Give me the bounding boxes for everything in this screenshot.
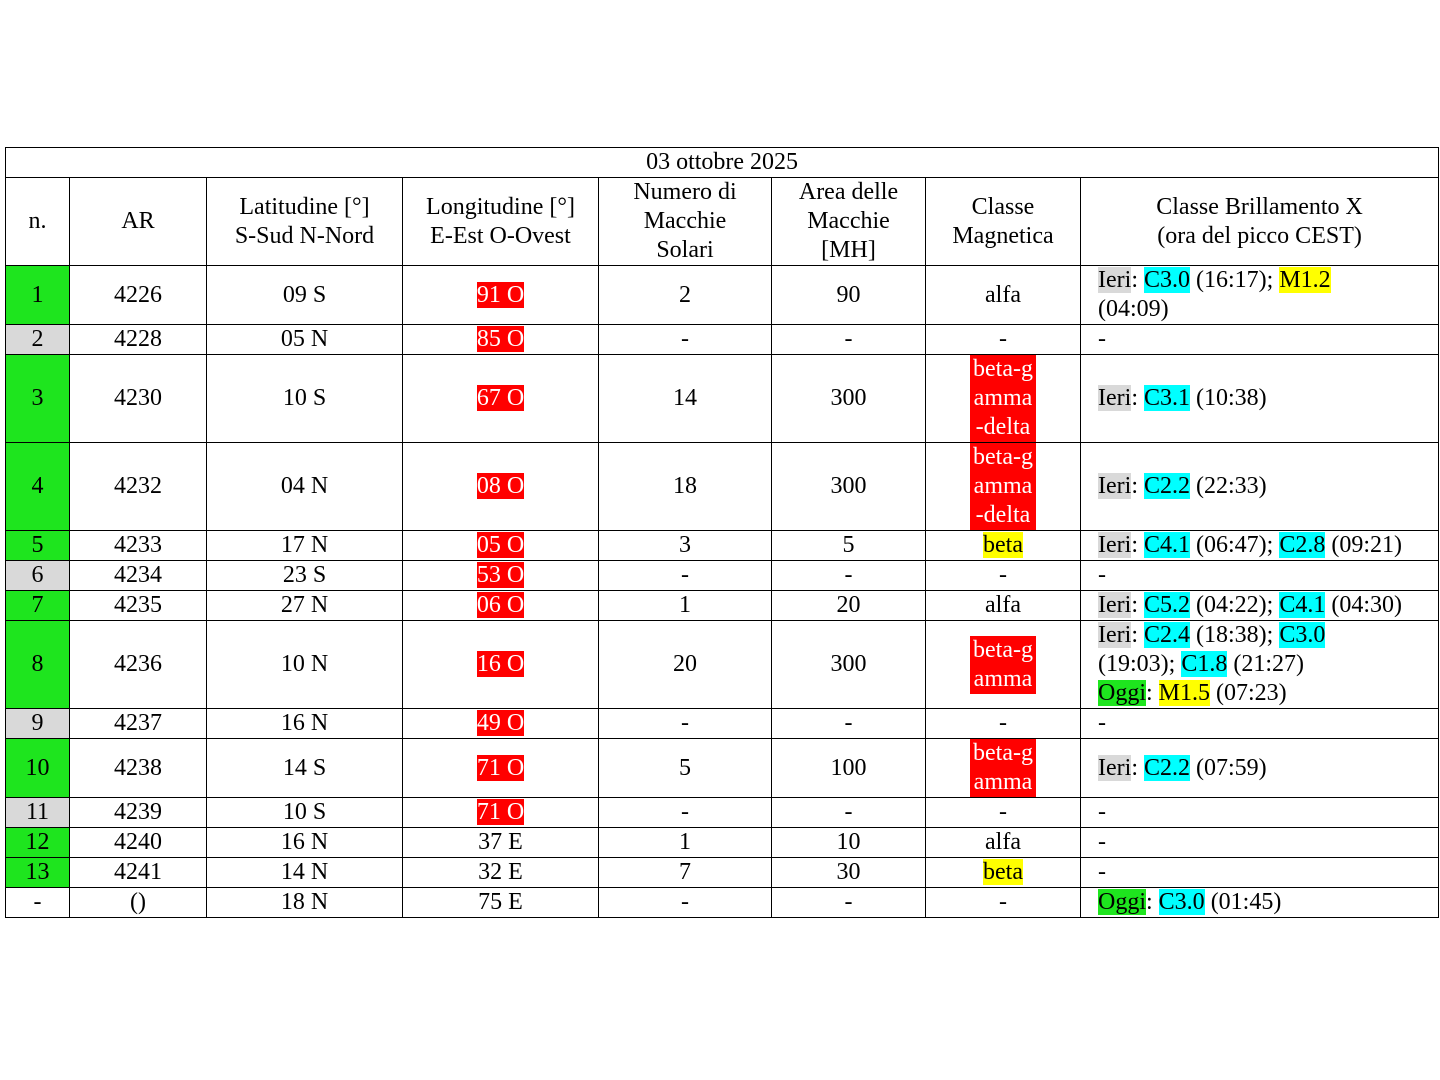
table-row	[6, 443, 1439, 531]
flare-segment: Ieri	[1098, 532, 1132, 558]
magnetic-class	[926, 561, 1081, 591]
flare-segment: C2.2	[1143, 473, 1190, 499]
flare-events	[1081, 355, 1439, 443]
row-number: 8	[6, 621, 70, 709]
flare-segment: Ieri	[1098, 754, 1132, 781]
longitude	[403, 858, 599, 888]
latitude: 10 N	[207, 621, 403, 709]
flare-segment: (07:23)	[1210, 680, 1287, 706]
flare-segment: -	[1098, 829, 1106, 855]
flare-events	[1081, 621, 1439, 709]
latitude: 10 S	[207, 355, 403, 443]
table-row	[6, 828, 1439, 858]
sunspot-area: 20	[772, 591, 926, 621]
longitude-value: 75 E	[478, 889, 523, 915]
magnetic-class	[926, 325, 1081, 355]
longitude-value: 67 O	[476, 385, 525, 411]
flare-segment: :	[1131, 267, 1144, 293]
flare-segment: Oggi	[1098, 889, 1146, 915]
longitude	[403, 828, 599, 858]
magnetic-class	[926, 739, 1081, 798]
flare-segment: (04:30)	[1325, 592, 1402, 618]
magnetic-class	[926, 709, 1081, 739]
header-sunspot-count: Numero di Macchie Solari	[599, 178, 772, 266]
flare-segment: C3.0	[1158, 889, 1205, 915]
row-number: 6	[6, 561, 70, 591]
row-number: 9	[6, 709, 70, 739]
active-region: 4238	[70, 739, 207, 798]
magnetic-class	[926, 591, 1081, 621]
sunspot-area: 90	[772, 266, 926, 325]
flare-segment: (01:45)	[1204, 889, 1282, 915]
magnetic-class	[926, 828, 1081, 858]
sunspot-count: 20	[599, 621, 772, 709]
flare-segment: Ieri	[1098, 592, 1132, 618]
magnetic-class	[926, 355, 1081, 443]
longitude-value: 49 O	[476, 710, 525, 736]
magnetic-class-value: alfa	[985, 829, 1021, 855]
magnetic-class-value: -	[999, 710, 1007, 736]
row-number: 2	[6, 325, 70, 355]
flare-segment: C3.0	[1143, 267, 1190, 293]
longitude	[403, 888, 599, 918]
flare-segment: (06:47);	[1190, 532, 1280, 558]
flare-segment: (04:09)	[1098, 296, 1169, 322]
flare-segment: (19:03);	[1098, 651, 1182, 677]
table-row	[6, 709, 1439, 739]
flare-segment: Ieri	[1098, 267, 1132, 293]
table-row	[6, 561, 1439, 591]
flare-segment: :	[1131, 622, 1144, 648]
longitude	[403, 798, 599, 828]
row-number: -	[6, 888, 70, 918]
magnetic-class-value: beta-gamma	[970, 636, 1036, 694]
flare-segment: :	[1131, 473, 1144, 499]
row-number: 12	[6, 828, 70, 858]
flare-segment: C2.8	[1279, 532, 1326, 558]
active-region: 4240	[70, 828, 207, 858]
row-number: 13	[6, 858, 70, 888]
longitude-value: 85 O	[476, 326, 525, 352]
table-row	[6, 531, 1439, 561]
latitude: 23 S	[207, 561, 403, 591]
magnetic-class-value: alfa	[985, 592, 1021, 618]
sunspot-area: 100	[772, 739, 926, 798]
row-number: 7	[6, 591, 70, 621]
flare-events	[1081, 531, 1439, 561]
flare-events	[1081, 739, 1439, 798]
flare-segment: :	[1131, 754, 1144, 781]
active-regions-table	[5, 147, 1439, 918]
longitude-value: 32 E	[478, 859, 523, 885]
magnetic-class	[926, 858, 1081, 888]
latitude: 16 N	[207, 709, 403, 739]
latitude: 27 N	[207, 591, 403, 621]
table-row	[6, 325, 1439, 355]
longitude-value: 16 O	[476, 651, 525, 677]
longitude-value: 37 E	[478, 829, 523, 855]
flare-segment: (07:59)	[1190, 754, 1267, 781]
flare-segment: -	[1098, 799, 1106, 825]
magnetic-class-value: -	[999, 562, 1007, 588]
flare-segment: (16:17);	[1190, 267, 1280, 293]
flare-segment: C4.1	[1143, 532, 1190, 558]
magnetic-class-value: alfa	[985, 281, 1021, 308]
flare-segment: :	[1146, 680, 1159, 706]
sunspot-count: 5	[599, 739, 772, 798]
flare-events	[1081, 709, 1439, 739]
longitude-value: 05 O	[476, 532, 525, 558]
header-latitude: Latitudine [°] S-Sud N-Nord	[207, 178, 403, 266]
active-region: 4241	[70, 858, 207, 888]
magnetic-class	[926, 443, 1081, 531]
table-row	[6, 798, 1439, 828]
magnetic-class	[926, 531, 1081, 561]
sunspot-area: 10	[772, 828, 926, 858]
magnetic-class	[926, 621, 1081, 709]
latitude: 14 N	[207, 858, 403, 888]
longitude-value: 08 O	[476, 473, 525, 499]
flare-events	[1081, 798, 1439, 828]
longitude	[403, 531, 599, 561]
table-row	[6, 858, 1439, 888]
flare-events	[1081, 888, 1439, 918]
flare-events	[1081, 325, 1439, 355]
flare-segment: C2.2	[1143, 754, 1190, 781]
active-region: 4233	[70, 531, 207, 561]
latitude: 09 S	[207, 266, 403, 325]
table-row	[6, 355, 1439, 443]
magnetic-class-value: beta-gamma	[970, 739, 1036, 797]
flare-segment: -	[1098, 326, 1106, 352]
latitude: 14 S	[207, 739, 403, 798]
latitude: 04 N	[207, 443, 403, 531]
longitude	[403, 325, 599, 355]
table-row	[6, 739, 1439, 798]
longitude-value: 71 O	[476, 754, 525, 781]
header-row	[6, 178, 1439, 266]
magnetic-class-value: beta	[983, 859, 1023, 885]
magnetic-class-value: -	[999, 326, 1007, 352]
flare-segment: Oggi	[1098, 680, 1146, 706]
flare-segment: C5.2	[1143, 592, 1190, 618]
header-n: n.	[6, 178, 70, 266]
row-number: 10	[6, 739, 70, 798]
flare-events	[1081, 561, 1439, 591]
table-title: 03 ottobre 2025	[6, 148, 1439, 178]
sunspot-area: 300	[772, 355, 926, 443]
flare-segment: Ieri	[1098, 622, 1132, 648]
magnetic-class	[926, 798, 1081, 828]
flare-segment: :	[1131, 532, 1144, 558]
active-region: ()	[70, 888, 207, 918]
sunspot-area: -	[772, 888, 926, 918]
flare-segment: (09:21)	[1325, 532, 1402, 558]
sunspot-count: 14	[599, 355, 772, 443]
row-number: 5	[6, 531, 70, 561]
flare-events	[1081, 591, 1439, 621]
flare-segment: Ieri	[1098, 385, 1132, 411]
flare-segment: C3.1	[1143, 385, 1190, 411]
flare-segment: :	[1131, 592, 1144, 618]
sunspot-count: 1	[599, 591, 772, 621]
sunspot-count: 2	[599, 266, 772, 325]
longitude-value: 91 O	[476, 281, 525, 308]
flare-events	[1081, 828, 1439, 858]
magnetic-class	[926, 888, 1081, 918]
latitude: 10 S	[207, 798, 403, 828]
flare-segment: :	[1131, 385, 1144, 411]
table-row	[6, 621, 1439, 709]
magnetic-class-value: beta	[983, 532, 1023, 558]
flare-events	[1081, 266, 1439, 325]
header-ar: AR	[70, 178, 207, 266]
flare-segment: (04:22);	[1190, 592, 1280, 618]
sunspot-count: 18	[599, 443, 772, 531]
sunspot-area: -	[772, 561, 926, 591]
longitude	[403, 739, 599, 798]
longitude	[403, 266, 599, 325]
active-region: 4235	[70, 591, 207, 621]
sunspot-count: -	[599, 709, 772, 739]
longitude-value: 71 O	[476, 799, 525, 825]
flare-segment: (10:38)	[1190, 385, 1267, 411]
header-magnetic-class: Classe Magnetica	[926, 178, 1081, 266]
flare-segment: C2.4	[1143, 622, 1190, 648]
row-number: 1	[6, 266, 70, 325]
sunspot-count: -	[599, 888, 772, 918]
sunspot-count: 1	[599, 828, 772, 858]
flare-segment: (21:27)	[1227, 651, 1304, 677]
flare-segment: M1.5	[1158, 680, 1211, 706]
flare-segment: C4.1	[1279, 592, 1326, 618]
latitude: 18 N	[207, 888, 403, 918]
sunspot-area: -	[772, 325, 926, 355]
active-region: 4226	[70, 266, 207, 325]
longitude-value: 06 O	[476, 592, 525, 618]
table-row	[6, 888, 1439, 918]
header-longitude: Longitudine [°] E-Est O-Ovest	[403, 178, 599, 266]
flare-segment: M1.2	[1279, 267, 1331, 293]
sunspot-count: -	[599, 561, 772, 591]
flare-segment: (18:38);	[1190, 622, 1280, 648]
latitude: 05 N	[207, 325, 403, 355]
flare-segment: Ieri	[1098, 473, 1132, 499]
longitude	[403, 591, 599, 621]
sunspot-area: -	[772, 798, 926, 828]
header-sunspot-area: Area delle Macchie [MH]	[772, 178, 926, 266]
flare-segment: C3.0	[1279, 622, 1326, 648]
active-region: 4237	[70, 709, 207, 739]
title-row	[6, 148, 1439, 178]
flare-segment: C1.8	[1181, 651, 1228, 677]
latitude: 16 N	[207, 828, 403, 858]
sunspot-count: 3	[599, 531, 772, 561]
longitude	[403, 621, 599, 709]
flare-segment: (22:33)	[1190, 473, 1267, 499]
sunspot-count: -	[599, 325, 772, 355]
sunspot-count: -	[599, 798, 772, 828]
row-number: 11	[6, 798, 70, 828]
flare-events	[1081, 858, 1439, 888]
longitude	[403, 355, 599, 443]
header-flare-class: Classe Brillamento X (ora del picco CEST)	[1081, 178, 1439, 266]
longitude	[403, 709, 599, 739]
magnetic-class-value: -	[999, 799, 1007, 825]
active-region: 4230	[70, 355, 207, 443]
magnetic-class-value: beta-gamma-delta	[970, 443, 1036, 530]
latitude: 17 N	[207, 531, 403, 561]
flare-segment: :	[1146, 889, 1159, 915]
longitude-value: 53 O	[476, 562, 525, 588]
magnetic-class-value: -	[999, 889, 1007, 915]
longitude	[403, 443, 599, 531]
active-region: 4239	[70, 798, 207, 828]
row-number: 3	[6, 355, 70, 443]
table-row	[6, 591, 1439, 621]
flare-segment: -	[1098, 859, 1106, 885]
table-row	[6, 266, 1439, 325]
sunspot-area: 300	[772, 621, 926, 709]
active-region: 4234	[70, 561, 207, 591]
sunspot-area: -	[772, 709, 926, 739]
sunspot-count: 7	[599, 858, 772, 888]
flare-segment: -	[1098, 562, 1106, 588]
sunspot-area: 30	[772, 858, 926, 888]
active-region: 4228	[70, 325, 207, 355]
sunspot-area: 300	[772, 443, 926, 531]
magnetic-class	[926, 266, 1081, 325]
flare-events	[1081, 443, 1439, 531]
flare-segment: -	[1098, 710, 1106, 736]
active-region: 4232	[70, 443, 207, 531]
sunspot-area: 5	[772, 531, 926, 561]
row-number: 4	[6, 443, 70, 531]
magnetic-class-value: beta-gamma-delta	[970, 355, 1036, 442]
longitude	[403, 561, 599, 591]
active-region: 4236	[70, 621, 207, 709]
